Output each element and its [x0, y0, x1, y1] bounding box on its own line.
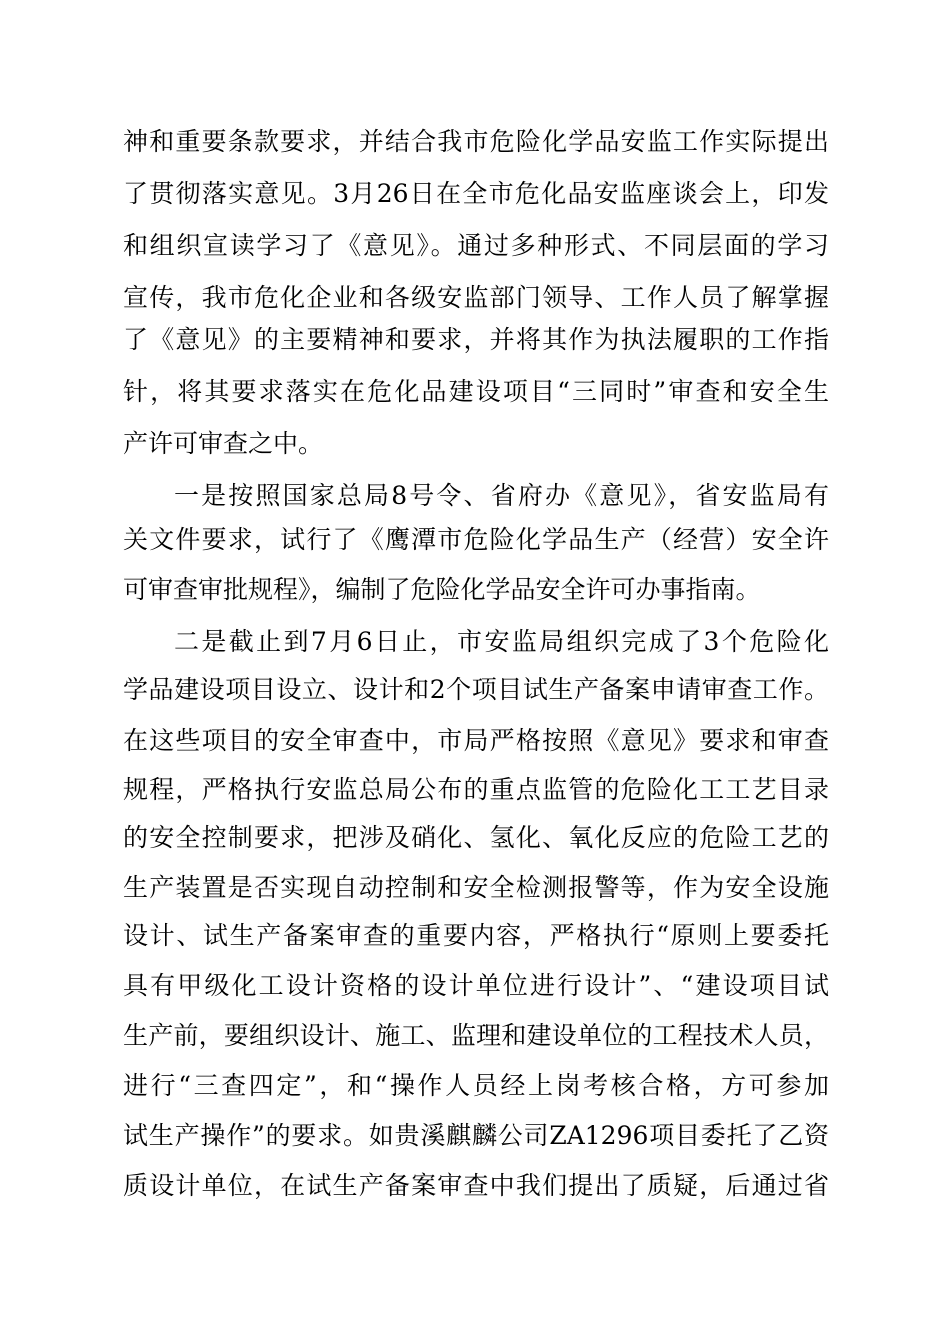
- text-line: 具有甲级化工设计资格的设计单位进行设计”、“建设项目试: [123, 971, 829, 1000]
- text-line: 进行“三查四定”，和“操作人员经上岗考核合格，方可参加: [123, 1071, 829, 1100]
- text-line: 设计、试生产备案审查的重要内容，严格执行“原则上要委托: [123, 921, 829, 950]
- text-line: 在这些项目的安全审查中，市局严格按照《意见》要求和审查: [123, 726, 829, 755]
- text-line: 和组织宣读学习了《意见》。通过多种形式、不同层面的学习: [123, 231, 829, 260]
- text-line: 了贯彻落实意见。3月26日在全市危化品安监座谈会上，印发: [123, 179, 829, 208]
- text-line: 质设计单位，在试生产备案审查中我们提出了质疑，后通过省: [123, 1171, 829, 1200]
- text-line: 关文件要求，试行了《鹰潭市危险化学品生产（经营）安全许: [123, 525, 829, 554]
- text-line: 生产前，要组织设计、施工、监理和建设单位的工程技术人员，: [123, 1021, 829, 1050]
- text-line: 学品建设项目设立、设计和2个项目试生产备案申请审查工作。: [123, 675, 829, 704]
- text-line: 宣传，我市危化企业和各级安监部门领导、工作人员了解掌握: [123, 283, 829, 312]
- text-line: 试生产操作”的要求。如贵溪麒麟公司ZA1296项目委托了乙资: [123, 1121, 829, 1150]
- text-line: 可审查审批规程》，编制了危险化学品安全许可办事指南。: [123, 575, 761, 604]
- paragraph-first-line: 二是截止到7月6日止，市安监局组织完成了3个危险化: [174, 627, 829, 656]
- text-line: 神和重要条款要求，并结合我市危险化学品安监工作实际提出: [123, 127, 829, 156]
- text-line: 针，将其要求落实在危化品建设项目“三同时”审查和安全生: [123, 377, 829, 406]
- text-line: 规程，严格执行安监总局公布的重点监管的危险化工工艺目录: [123, 775, 829, 804]
- text-line: 的安全控制要求，把涉及硝化、氢化、氧化反应的危险工艺的: [123, 823, 829, 852]
- text-line: 了《意见》的主要精神和要求，并将其作为执法履职的工作指: [123, 325, 829, 354]
- text-line: 产许可审查之中。: [123, 429, 324, 458]
- paragraph-first-line: 一是按照国家总局8号令、省府办《意见》，省安监局有: [174, 481, 829, 510]
- text-line: 生产装置是否实现自动控制和安全检测报警等，作为安全设施: [123, 873, 829, 902]
